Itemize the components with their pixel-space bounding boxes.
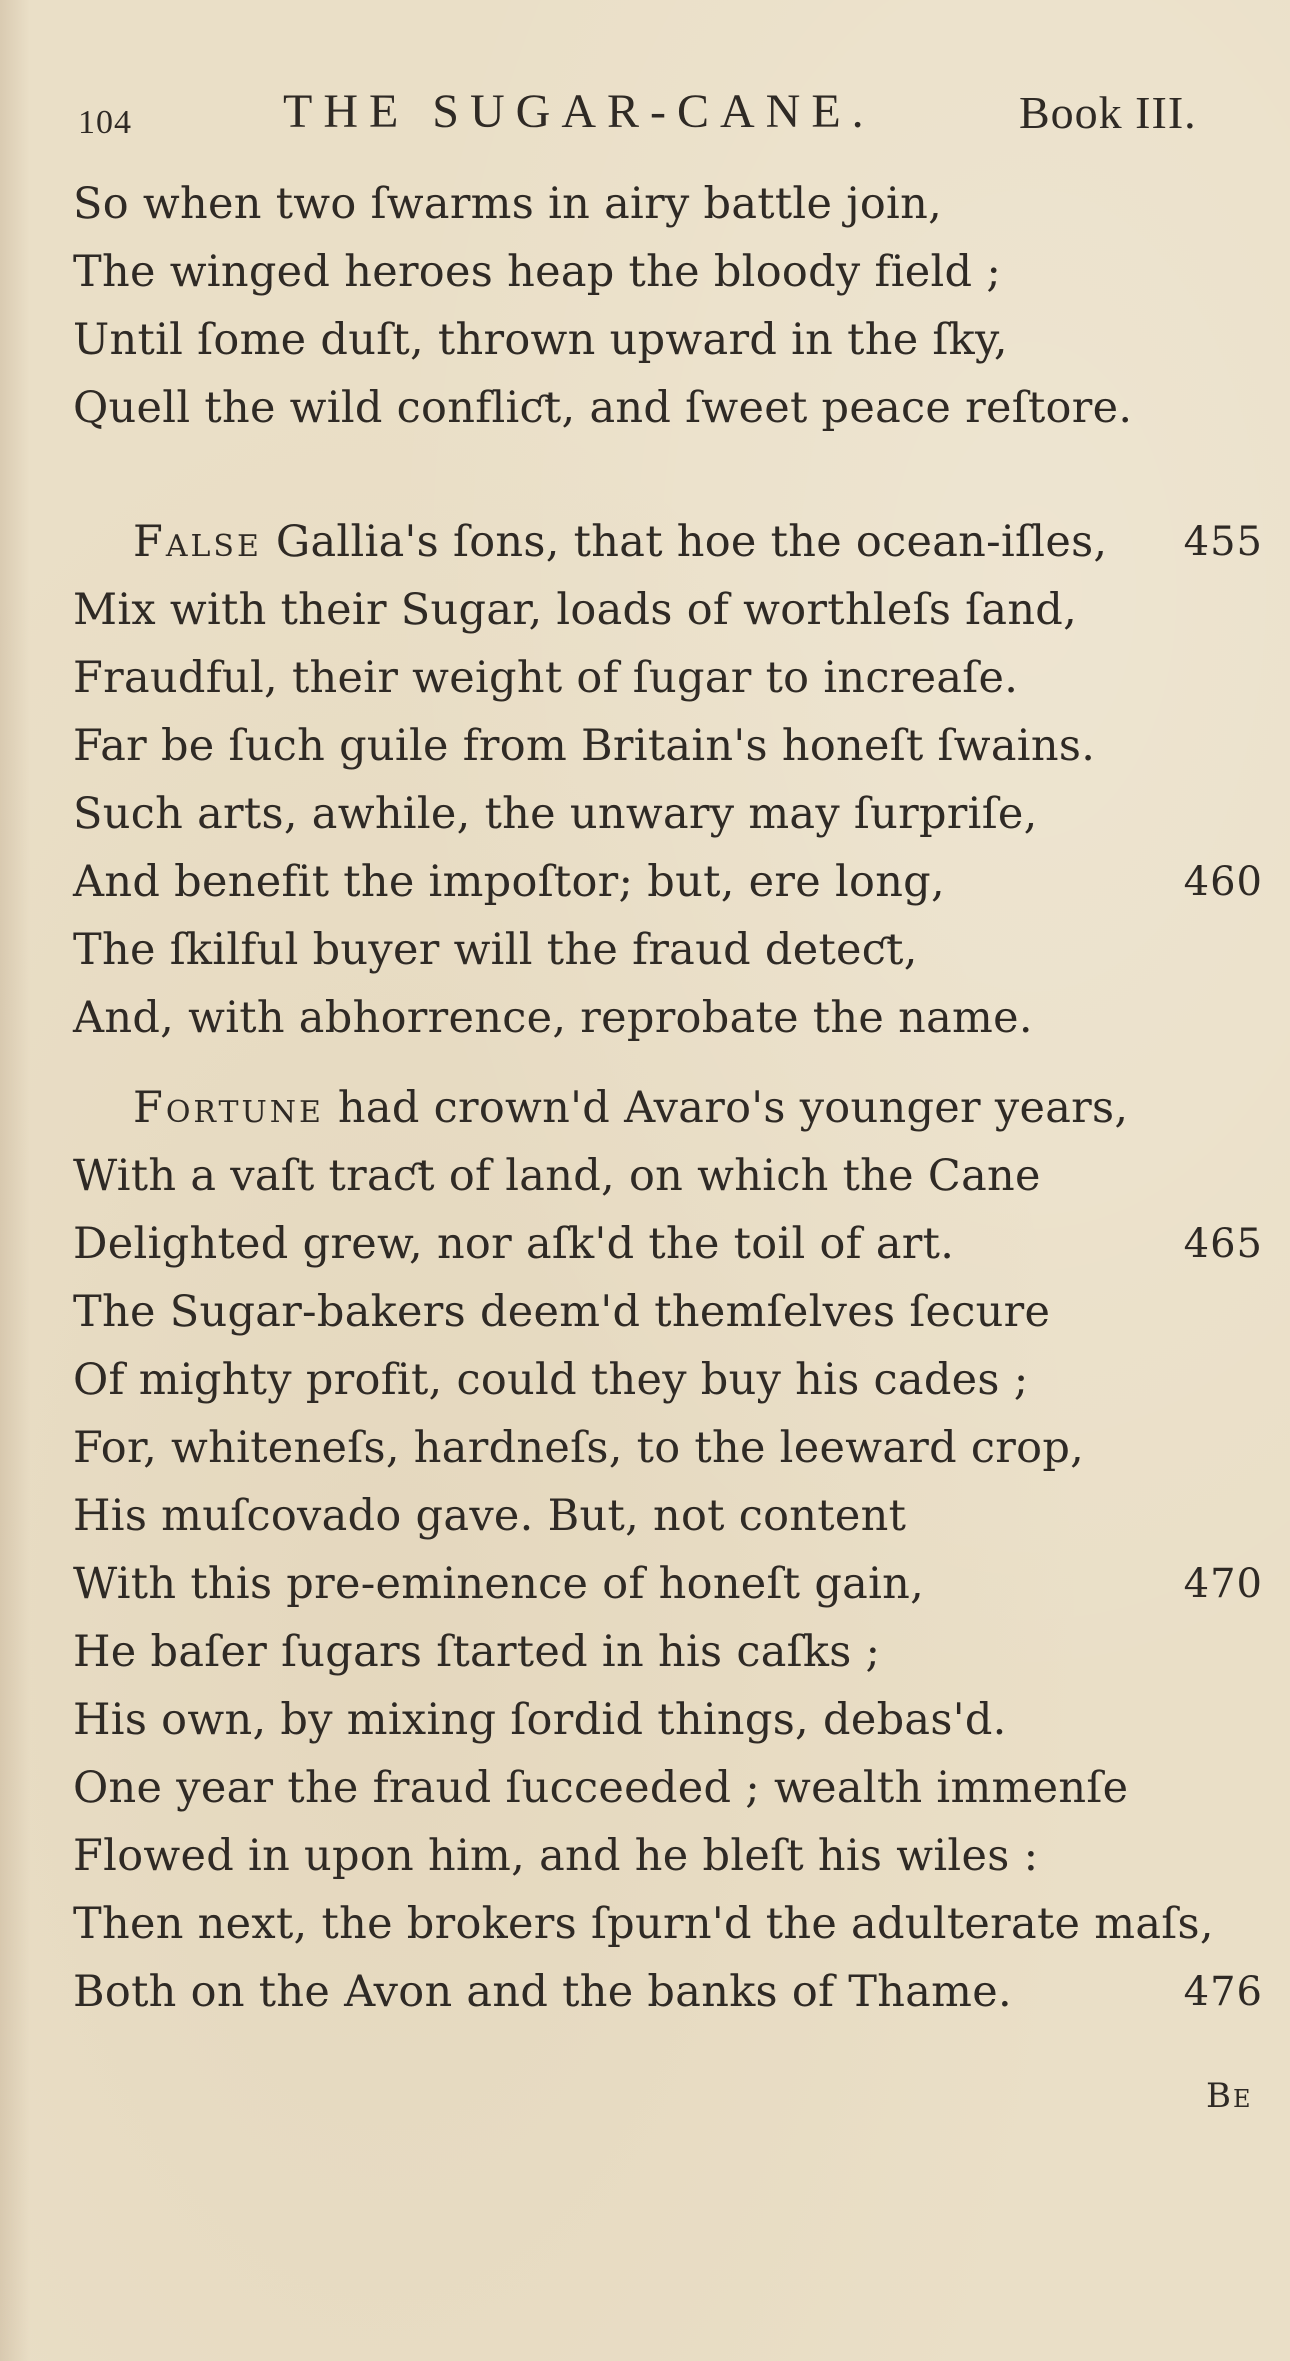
stanza-1: [73, 170, 1263, 442]
verse-line: [73, 916, 1263, 984]
verse-text: Until ſome duſt, thrown upward in the ſky,: [73, 315, 1008, 365]
verse-text: Flowed in upon him, and he bleſt his wiles :: [73, 1831, 1039, 1881]
verse-line: [73, 1686, 1263, 1754]
verse-text: For, whiteneſs, hardneſs, to the leeward crop,: [73, 1423, 1085, 1473]
catchword: Be: [1206, 2076, 1253, 2116]
verse-text: His muſcovado gave. But, not content: [73, 1491, 907, 1541]
verse-text: His own, by mixing ſordid things, debas'd.: [73, 1695, 1007, 1745]
opening-word: Fortune: [133, 1083, 324, 1133]
verse-line: [73, 712, 1263, 780]
verse-text: So when two ſwarms in airy battle join,: [73, 179, 943, 229]
verse-line: [73, 238, 1263, 306]
verse-text: With a vaſt traƈt of land, on which the Cane: [73, 1151, 1041, 1201]
verse-text: Delighted grew, nor aſk'd the toil of art.: [73, 1219, 955, 1269]
verse-line: [73, 1822, 1263, 1890]
verse-text: Mix with their Sugar, loads of worthleſs ſand,: [73, 585, 1078, 635]
verse-text: Fraudful, their weight of ſugar to increaſe.: [73, 653, 1019, 703]
verse-line: [73, 644, 1263, 712]
verse-line: [73, 1278, 1263, 1346]
running-title: THE SUGAR-CANE.: [283, 85, 875, 138]
verse-line: [73, 984, 1263, 1052]
verse-line: [73, 576, 1263, 644]
verse-text: The Sugar-bakers deem'd themſelves ſecure: [73, 1287, 1051, 1337]
verse-line: [73, 1482, 1263, 1550]
verse-text: The winged heroes heap the bloody field ;: [73, 247, 1002, 297]
verse-line: [73, 780, 1263, 848]
verse-text: Of mighty profit, could they buy his cades ;: [73, 1355, 1029, 1405]
verse-line: [73, 1618, 1263, 1686]
line-number: 470: [1183, 1561, 1263, 1607]
page-number: 104: [78, 104, 132, 141]
verse-text: One year the fraud ſucceeded ; wealth immenſe: [73, 1763, 1129, 1813]
verse-line: [73, 848, 1263, 916]
verse-line: [73, 1890, 1263, 1958]
verse-text: Such arts, awhile, the unwary may ſurpriſe,: [73, 789, 1038, 839]
verse-line: [73, 170, 1263, 238]
verse-text: He baſer ſugars ſtarted in his caſks ;: [73, 1627, 881, 1677]
verse-text: And benefit the impoſtor; but, ere long,: [73, 857, 945, 907]
opening-word: False: [133, 517, 262, 567]
verse-text: Quell the wild confliƈt, and ſweet peace reſtore.: [73, 383, 1133, 433]
running-head: [78, 66, 1268, 146]
verse-text: And, with abhorrence, reprobate the name.: [73, 993, 1033, 1043]
verse-line: [73, 1414, 1263, 1482]
verse-line: [73, 1550, 1263, 1618]
line-number: 465: [1183, 1221, 1263, 1267]
verse-line: [73, 1754, 1263, 1822]
verse-line: [73, 1210, 1263, 1278]
verse-line: [73, 508, 1263, 576]
verse-line: [73, 1074, 1263, 1142]
verse-line: [73, 374, 1263, 442]
verse-text: Then next, the brokers ſpurn'd the adulterate maſs,: [73, 1899, 1214, 1949]
verse-text: With this pre-eminence of honeſt gain,: [73, 1559, 925, 1609]
book-label: Book III.: [1019, 87, 1197, 138]
verse-text: Far be ſuch guile from Britain's honeſt ſwains.: [73, 721, 1096, 771]
line-number: 455: [1183, 519, 1263, 565]
line-number: 476: [1183, 1969, 1263, 2015]
verse-text: The ſkilful buyer will the fraud deteƈt,: [73, 925, 918, 975]
verse-text: Both on the Avon and the banks of Thame.: [73, 1967, 1012, 2017]
verse-line: [73, 306, 1263, 374]
stanza-3: [73, 1074, 1263, 2026]
verse-text: Gallia's ſons, that hoe the ocean-iſles,: [261, 517, 1108, 567]
verse-line: [73, 1958, 1263, 2026]
verse-line: [73, 1142, 1263, 1210]
stanza-2: [73, 508, 1263, 1052]
verse-text: had crown'd Avaro's younger years,: [323, 1083, 1129, 1133]
verse-line: [73, 1346, 1263, 1414]
line-number: 460: [1183, 859, 1263, 905]
